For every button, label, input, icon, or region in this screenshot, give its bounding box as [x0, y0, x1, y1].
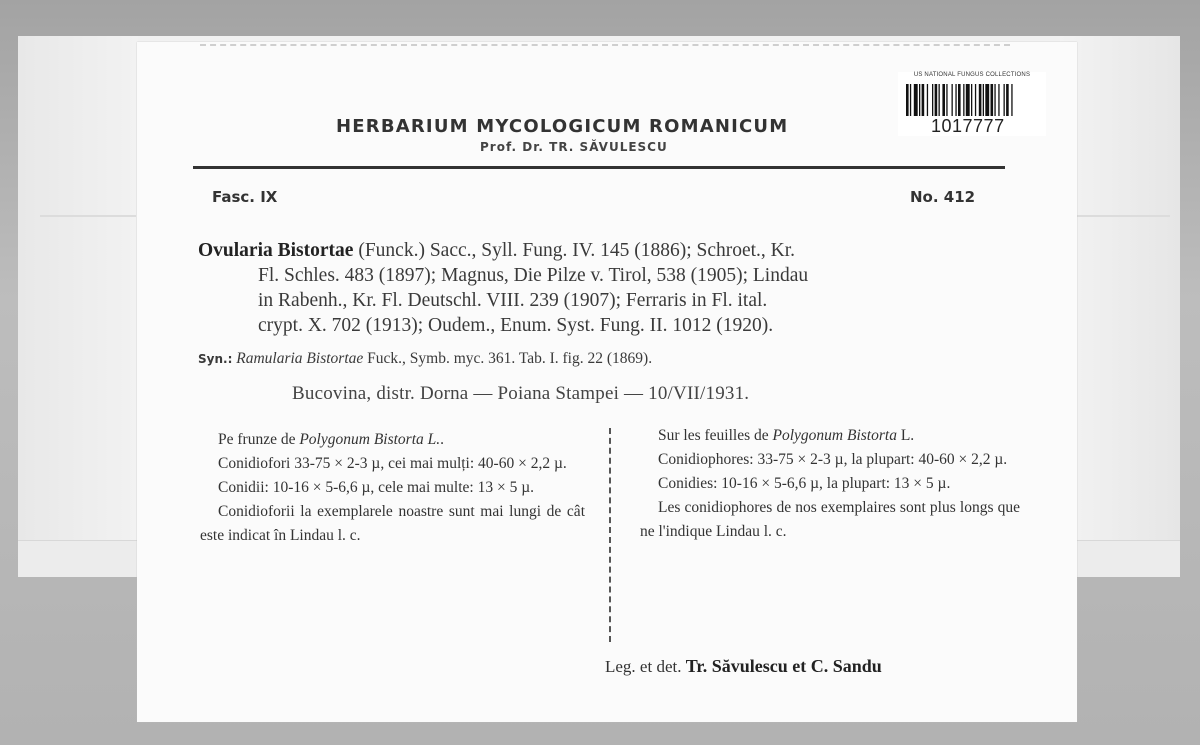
- envelope-bottom-right: [1072, 540, 1180, 577]
- envelope-left-flap: [18, 36, 138, 576]
- romanian-description: [200, 428, 585, 548]
- herbarium-director: Prof. Dr. TR. SĂVULESCU: [480, 140, 668, 154]
- herbarium-title: HERBARIUM MYCOLOGICUM ROMANICUM: [336, 116, 789, 137]
- ro-conidia: Conidii: 10-16 × 5-6,6 µ, cele mai multe: 13 × 5 µ.: [218, 479, 535, 496]
- ro-conidiophores: Conidiofori 33-75 × 2-3 µ, cei mai mulți: 40-60 × 2,2 µ.: [218, 455, 567, 472]
- specimen-number: No. 412: [910, 188, 976, 206]
- envelope-fold-right: [1070, 215, 1170, 217]
- synonym-line: [198, 350, 652, 368]
- barcode-caption: US NATIONAL FUNGUS COLLECTIONS: [913, 72, 1031, 78]
- locality-line: Bucovina, distr. Dorna — Poiana Stampei — 10/VII/1931.: [292, 383, 750, 404]
- perforation-line: [200, 44, 1010, 46]
- fr-host-suffix: L.: [896, 427, 915, 444]
- column-divider: [609, 428, 611, 642]
- collector-line: [605, 656, 882, 677]
- species-name: Ovularia Bistortae: [198, 240, 354, 261]
- fr-host-name: Polygonum Bistorta: [772, 427, 897, 444]
- french-description: [640, 424, 1020, 544]
- barcode-number: 1017777: [931, 116, 1005, 136]
- ro-host-prefix: Pe frunze de: [218, 431, 300, 448]
- collector-prefix: Leg. et det.: [605, 657, 686, 676]
- collector-names: Tr. Săvulescu et C. Sandu: [685, 656, 882, 676]
- fr-conidia: Conidies: 10-16 × 5-6,6 µ, la plupart: 13 × 5 µ.: [658, 475, 951, 492]
- ro-host-suffix: .: [440, 431, 445, 448]
- citation-line-2: Fl. Schles. 483 (1897); Magnus, Die Pilze v. Tirol, 538 (1905); Lindau: [258, 265, 809, 286]
- fr-conidiophores: Conidiophores: 33-75 × 2-3 µ, la plupart: 40-60 × 2,2 µ.: [658, 451, 1008, 468]
- ro-host-paragraph: [200, 428, 585, 452]
- barcode-sticker: [898, 72, 1046, 136]
- fr-remark: Les conidiophores de nos exemplaires sont plus longs que ne l'indique Lindau l. c.: [640, 499, 1020, 540]
- citation-line-1: (Funck.) Sacc., Syll. Fung. IV. 145 (1886); Schroet., Kr.: [353, 240, 796, 261]
- synonym-citation: Fuck., Symb. myc. 361. Tab. I. fig. 22 (1869).: [363, 350, 653, 367]
- ro-host-name: Polygonum Bistorta L.: [299, 431, 441, 448]
- envelope-bottom-left: [18, 540, 138, 577]
- species-citation: [198, 238, 998, 338]
- ro-remark: Conidioforii la exemplarele noastre sunt mai lungi de cât este indicat în Lindau l. c.: [200, 503, 585, 544]
- envelope-fold-left: [40, 215, 136, 217]
- synonym-label: Syn.:: [198, 352, 233, 366]
- barcode-icon: [906, 84, 1038, 116]
- fr-host-prefix: Sur les feuilles de: [658, 427, 773, 444]
- citation-line-4: crypt. X. 702 (1913); Oudem., Enum. Syst. Fung. II. 1012 (1920).: [258, 315, 774, 336]
- fr-host-paragraph: [640, 424, 1020, 448]
- synonym-name: Ramularia Bistortae: [236, 350, 364, 367]
- envelope-right-flap: [1060, 36, 1180, 576]
- header-rule: [193, 166, 1005, 169]
- citation-line-3: in Rabenh., Kr. Fl. Deutschl. VIII. 239 (1907); Ferraris in Fl. ital.: [258, 290, 768, 311]
- fascicle-number: Fasc. IX: [212, 188, 278, 206]
